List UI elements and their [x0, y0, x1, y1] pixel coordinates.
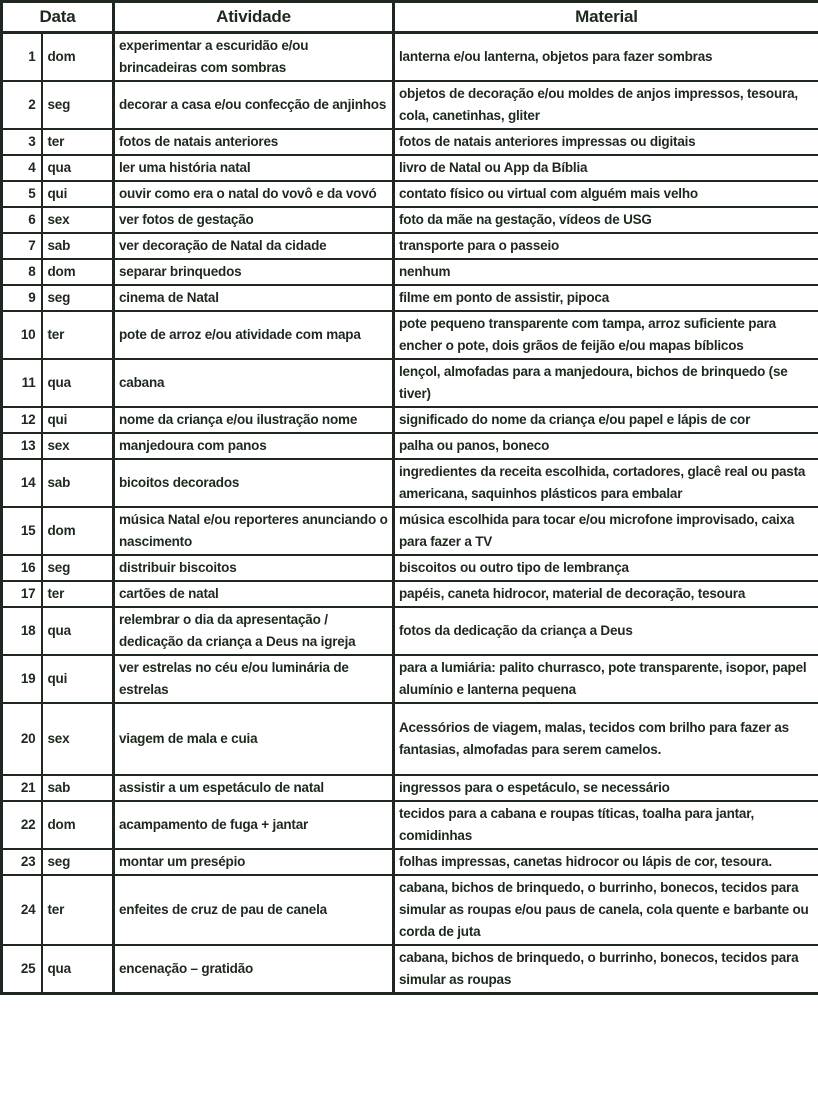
row-material: objetos de decoração e/ou moldes de anjos impressos, tesoura, cola, canetinhas, gliter	[394, 81, 818, 129]
row-day-name: qua	[42, 359, 114, 407]
row-day-number: 3	[2, 129, 42, 155]
row-atividade: cinema de Natal	[114, 285, 394, 311]
row-day-name: qua	[42, 945, 114, 994]
row-material: foto da mãe na gestação, vídeos de USG	[394, 207, 818, 233]
row-day-name: seg	[42, 285, 114, 311]
table-row	[2, 581, 818, 607]
row-material: significado do nome da criança e/ou papel e lápis de cor	[394, 407, 818, 433]
row-atividade: manjedoura com panos	[114, 433, 394, 459]
row-material: transporte para o passeio	[394, 233, 818, 259]
table-row	[2, 285, 818, 311]
row-atividade: encenação – gratidão	[114, 945, 394, 994]
row-material: palha ou panos, boneco	[394, 433, 818, 459]
table-row	[2, 207, 818, 233]
row-day-number: 20	[2, 703, 42, 775]
row-atividade: decorar a casa e/ou confecção de anjinhos	[114, 81, 394, 129]
table-row	[2, 181, 818, 207]
row-day-number: 8	[2, 259, 42, 285]
row-day-name: dom	[42, 259, 114, 285]
row-day-number: 2	[2, 81, 42, 129]
row-day-name: sab	[42, 775, 114, 801]
row-day-number: 6	[2, 207, 42, 233]
row-day-name: sab	[42, 233, 114, 259]
table-row	[2, 33, 818, 82]
table-row	[2, 81, 818, 129]
row-day-number: 9	[2, 285, 42, 311]
row-day-number: 15	[2, 507, 42, 555]
row-day-number: 24	[2, 875, 42, 945]
row-day-name: sex	[42, 703, 114, 775]
row-material: para a lumiária: palito churrasco, pote transparente, isopor, papel alumínio e lanterna pequena	[394, 655, 818, 703]
row-material: fotos de natais anteriores impressas ou digitais	[394, 129, 818, 155]
row-atividade: distribuir biscoitos	[114, 555, 394, 581]
row-material: contato físico ou virtual com alguém mais velho	[394, 181, 818, 207]
table-row	[2, 775, 818, 801]
row-atividade: assistir a um espetáculo de natal	[114, 775, 394, 801]
table-row	[2, 507, 818, 555]
row-day-name: dom	[42, 801, 114, 849]
row-atividade: relembrar o dia da apresentação / dedicação da criança a Deus na igreja	[114, 607, 394, 655]
row-day-name: dom	[42, 33, 114, 82]
row-material: nenhum	[394, 259, 818, 285]
row-day-number: 7	[2, 233, 42, 259]
row-day-number: 1	[2, 33, 42, 82]
row-atividade: separar brinquedos	[114, 259, 394, 285]
table-row	[2, 359, 818, 407]
row-day-number: 22	[2, 801, 42, 849]
table-row	[2, 459, 818, 507]
table-row	[2, 849, 818, 875]
row-atividade: viagem de mala e cuia	[114, 703, 394, 775]
row-atividade: bicoitos decorados	[114, 459, 394, 507]
row-material: cabana, bichos de brinquedo, o burrinho, bonecos, tecidos para simular as roupas	[394, 945, 818, 994]
row-day-number: 13	[2, 433, 42, 459]
row-day-number: 12	[2, 407, 42, 433]
row-day-number: 18	[2, 607, 42, 655]
row-day-name: dom	[42, 507, 114, 555]
row-day-name: sab	[42, 459, 114, 507]
table-row	[2, 703, 818, 775]
row-atividade: ver decoração de Natal da cidade	[114, 233, 394, 259]
row-day-number: 11	[2, 359, 42, 407]
row-material: Acessórios de viagem, malas, tecidos com brilho para fazer as fantasias, almofadas para serem camelos.	[394, 703, 818, 775]
row-atividade: experimentar a escuridão e/ou brincadeiras com sombras	[114, 33, 394, 82]
row-material: ingressos para o espetáculo, se necessário	[394, 775, 818, 801]
row-day-name: qua	[42, 155, 114, 181]
row-atividade: música Natal e/ou reporteres anunciando o nascimento	[114, 507, 394, 555]
row-day-name: sex	[42, 433, 114, 459]
row-day-name: qui	[42, 655, 114, 703]
row-material: filme em ponto de assistir, pipoca	[394, 285, 818, 311]
header-row	[2, 2, 818, 33]
row-day-name: seg	[42, 81, 114, 129]
row-material: biscoitos ou outro tipo de lembrança	[394, 555, 818, 581]
row-atividade: ver fotos de gestação	[114, 207, 394, 233]
column-header-data: Data	[2, 2, 114, 33]
row-material: papéis, caneta hidrocor, material de decoração, tesoura	[394, 581, 818, 607]
table-row	[2, 655, 818, 703]
row-atividade: nome da criança e/ou ilustração nome	[114, 407, 394, 433]
row-atividade: ouvir como era o natal do vovô e da vovó	[114, 181, 394, 207]
row-day-number: 23	[2, 849, 42, 875]
row-atividade: ver estrelas no céu e/ou luminária de estrelas	[114, 655, 394, 703]
table-row	[2, 311, 818, 359]
row-atividade: cartões de natal	[114, 581, 394, 607]
row-day-number: 5	[2, 181, 42, 207]
table-row	[2, 555, 818, 581]
table-row	[2, 801, 818, 849]
row-material: ingredientes da receita escolhida, cortadores, glacê real ou pasta americana, saquinhos plásticos para embalar	[394, 459, 818, 507]
row-atividade: montar um presépio	[114, 849, 394, 875]
table-row	[2, 233, 818, 259]
row-day-number: 17	[2, 581, 42, 607]
row-day-name: qui	[42, 181, 114, 207]
row-day-name: ter	[42, 129, 114, 155]
row-day-name: seg	[42, 555, 114, 581]
table-row	[2, 875, 818, 945]
row-day-number: 25	[2, 945, 42, 994]
table-row	[2, 155, 818, 181]
column-header-material: Material	[394, 2, 818, 33]
row-material: cabana, bichos de brinquedo, o burrinho, bonecos, tecidos para simular as roupas e/ou paus de canela, cola quente e barbante ou corda de juta	[394, 875, 818, 945]
row-day-name: ter	[42, 875, 114, 945]
table-row	[2, 607, 818, 655]
row-material: música escolhida para tocar e/ou microfone improvisado, caixa para fazer a TV	[394, 507, 818, 555]
row-day-name: seg	[42, 849, 114, 875]
row-atividade: cabana	[114, 359, 394, 407]
row-day-number: 14	[2, 459, 42, 507]
row-material: pote pequeno transparente com tampa, arroz suficiente para encher o pote, dois grãos de feijão e/ou mapas bíblicos	[394, 311, 818, 359]
row-material: livro de Natal ou App da Bíblia	[394, 155, 818, 181]
row-day-name: ter	[42, 311, 114, 359]
row-day-name: qua	[42, 607, 114, 655]
row-atividade: pote de arroz e/ou atividade com mapa	[114, 311, 394, 359]
row-day-number: 4	[2, 155, 42, 181]
table-row	[2, 407, 818, 433]
row-day-number: 16	[2, 555, 42, 581]
row-atividade: ler uma história natal	[114, 155, 394, 181]
row-material: folhas impressas, canetas hidrocor ou lápis de cor, tesoura.	[394, 849, 818, 875]
row-material: fotos da dedicação da criança a Deus	[394, 607, 818, 655]
row-atividade: enfeites de cruz de pau de canela	[114, 875, 394, 945]
row-material: tecidos para a cabana e roupas títicas, toalha para jantar, comidinhas	[394, 801, 818, 849]
row-day-number: 21	[2, 775, 42, 801]
row-atividade: acampamento de fuga + jantar	[114, 801, 394, 849]
table-row	[2, 945, 818, 994]
row-day-number: 19	[2, 655, 42, 703]
row-day-number: 10	[2, 311, 42, 359]
table-row	[2, 129, 818, 155]
row-atividade: fotos de natais anteriores	[114, 129, 394, 155]
row-material: lanterna e/ou lanterna, objetos para fazer sombras	[394, 33, 818, 82]
column-header-atividade: Atividade	[114, 2, 394, 33]
table-row	[2, 433, 818, 459]
table-row	[2, 259, 818, 285]
row-day-name: qui	[42, 407, 114, 433]
row-day-name: ter	[42, 581, 114, 607]
row-material: lençol, almofadas para a manjedoura, bichos de brinquedo (se tiver)	[394, 359, 818, 407]
row-day-name: sex	[42, 207, 114, 233]
